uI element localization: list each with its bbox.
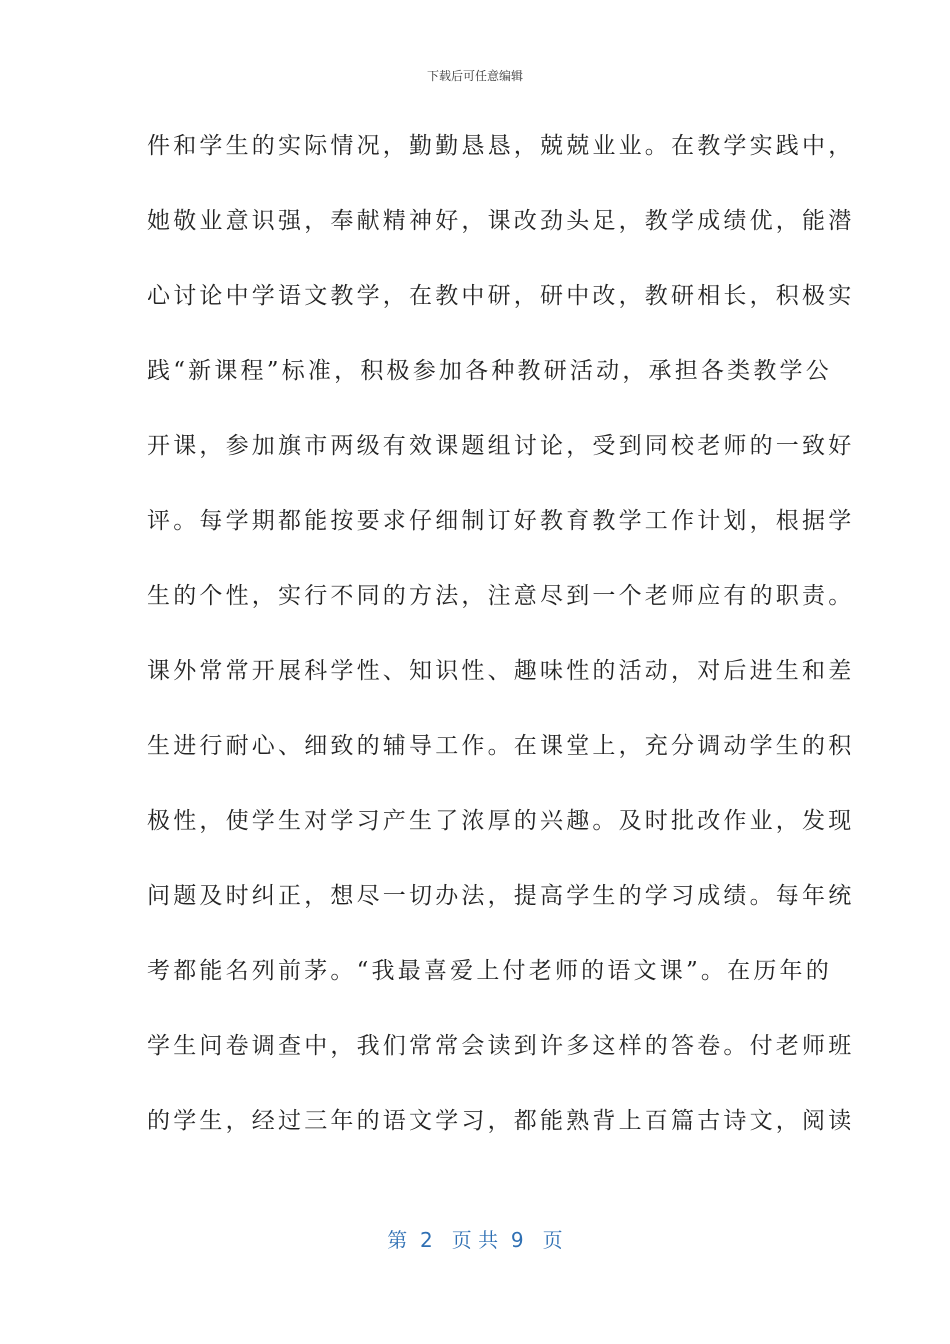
page-number-footer: 第 2 页 共 9 页	[387, 1228, 563, 1252]
document-body	[147, 126, 855, 1176]
text-line: 学生问卷调查中，我们常常会读到许多这样的答卷。付老师班	[147, 1033, 855, 1059]
text-line: 的学生，经过三年的语文学习，都能熟背上百篇古诗文，阅读	[147, 1108, 855, 1134]
page-header: 下载后可任意编辑	[426, 69, 523, 83]
text-line: 践“新课程”标准，积极参加各种教研活动，承担各类教学公	[147, 358, 832, 384]
text-line: 心讨论中学语文教学，在教中研，研中改，教研相长，积极实	[147, 283, 855, 309]
text-line: 开课，参加旗市两级有效课题组讨论，受到同校老师的一致好	[147, 433, 855, 459]
text-line: 课外常常开展科学性、知识性、趣味性的活动，对后进生和差	[147, 658, 855, 684]
text-line: 极性，使学生对学习产生了浓厚的兴趣。及时批改作业，发现	[147, 808, 855, 834]
text-line: 件和学生的实际情况，勤勤恳恳，兢兢业业。在教学实践中，	[147, 133, 855, 159]
text-line: 她敬业意识强，奉献精神好，课改劲头足，教学成绩优，能潜	[147, 208, 855, 234]
text-line: 问题及时纠正，想尽一切办法，提高学生的学习成绩。每年统	[147, 883, 855, 909]
text-line: 考都能名列前茅。“我最喜爱上付老师的语文课”。在历年的	[147, 958, 832, 984]
text-line: 生的个性，实行不同的方法，注意尽到一个老师应有的职责。	[147, 583, 855, 609]
text-line: 评。每学期都能按要求仔细制订好教育教学工作计划，根据学	[147, 508, 855, 534]
text-line: 生进行耐心、细致的辅导工作。在课堂上，充分调动学生的积	[147, 733, 855, 759]
